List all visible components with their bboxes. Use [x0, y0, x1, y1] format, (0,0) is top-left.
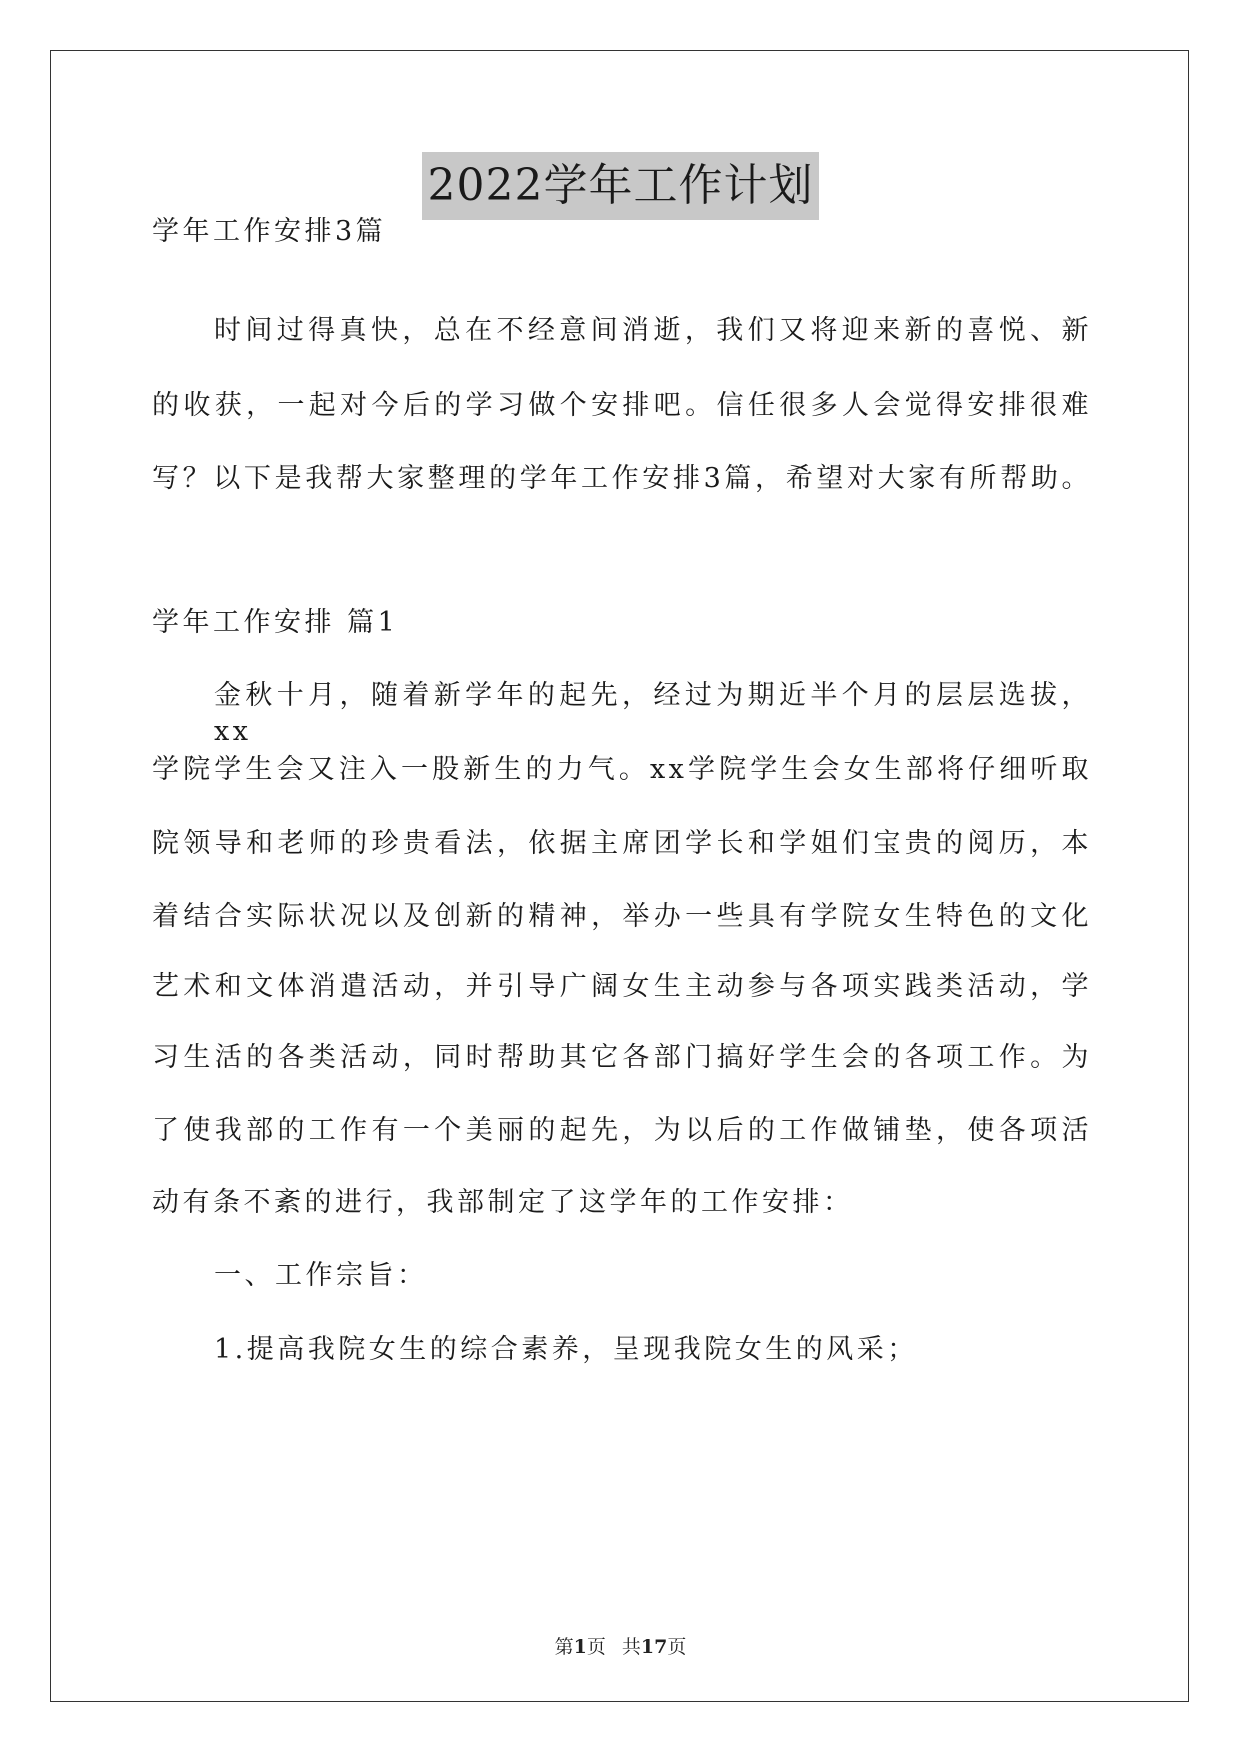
body-line-5: 艺术和文体消遣活动，并引导广阔女生主动参与各项实践类活动，学: [152, 971, 1092, 1002]
document-title-text: 2022学年工作计划: [422, 152, 820, 220]
list-item-1: 1.提高我院女生的综合素养，呈现我院女生的风采；: [214, 1334, 918, 1365]
intro-line-3: 写？以下是我帮大家整理的学年工作安排3篇，希望对大家有所帮助。: [152, 463, 1092, 494]
section-heading: 学年工作安排 篇1: [152, 607, 399, 638]
page-current: 1: [573, 1636, 587, 1658]
page-prefix: 第: [554, 1636, 574, 1658]
page-total: 17: [640, 1636, 668, 1658]
body-line-3: 院领导和老师的珍贵看法，依据主席团学长和学姐们宝贵的阅历，本: [152, 828, 1092, 859]
body-line-4: 着结合实际状况以及创新的精神，举办一些具有学院女生特色的文化: [152, 901, 1092, 932]
body-line-1: 金秋十月，随着新学年的起先，经过为期近半个月的层层选拔，xx: [214, 680, 1092, 747]
body-line-8: 动有条不紊的进行，我部制定了这学年的工作安排：: [152, 1187, 854, 1218]
document-subtitle: 学年工作安排3篇: [152, 216, 387, 247]
total-unit: 页: [667, 1636, 687, 1658]
total-prefix: 共: [621, 1636, 641, 1658]
body-line-7: 了使我部的工作有一个美丽的起先，为以后的工作做铺垫，使各项活: [152, 1115, 1092, 1146]
item-heading: 一、工作宗旨：: [214, 1260, 428, 1291]
body-line-6: 习生活的各类活动，同时帮助其它各部门搞好学生会的各项工作。为: [152, 1042, 1092, 1073]
intro-line-1: 时间过得真快，总在不经意间消逝，我们又将迎来新的喜悦、新: [214, 315, 1092, 346]
page-footer: [0, 1635, 1241, 1659]
page-border: [50, 50, 1189, 1702]
document-title: [0, 152, 1241, 220]
intro-line-2: 的收获，一起对今后的学习做个安排吧。信任很多人会觉得安排很难: [152, 390, 1092, 421]
body-line-2: 学院学生会又注入一股新生的力气。xx学院学生会女生部将仔细听取: [152, 754, 1092, 785]
page-unit: 页: [586, 1636, 606, 1658]
